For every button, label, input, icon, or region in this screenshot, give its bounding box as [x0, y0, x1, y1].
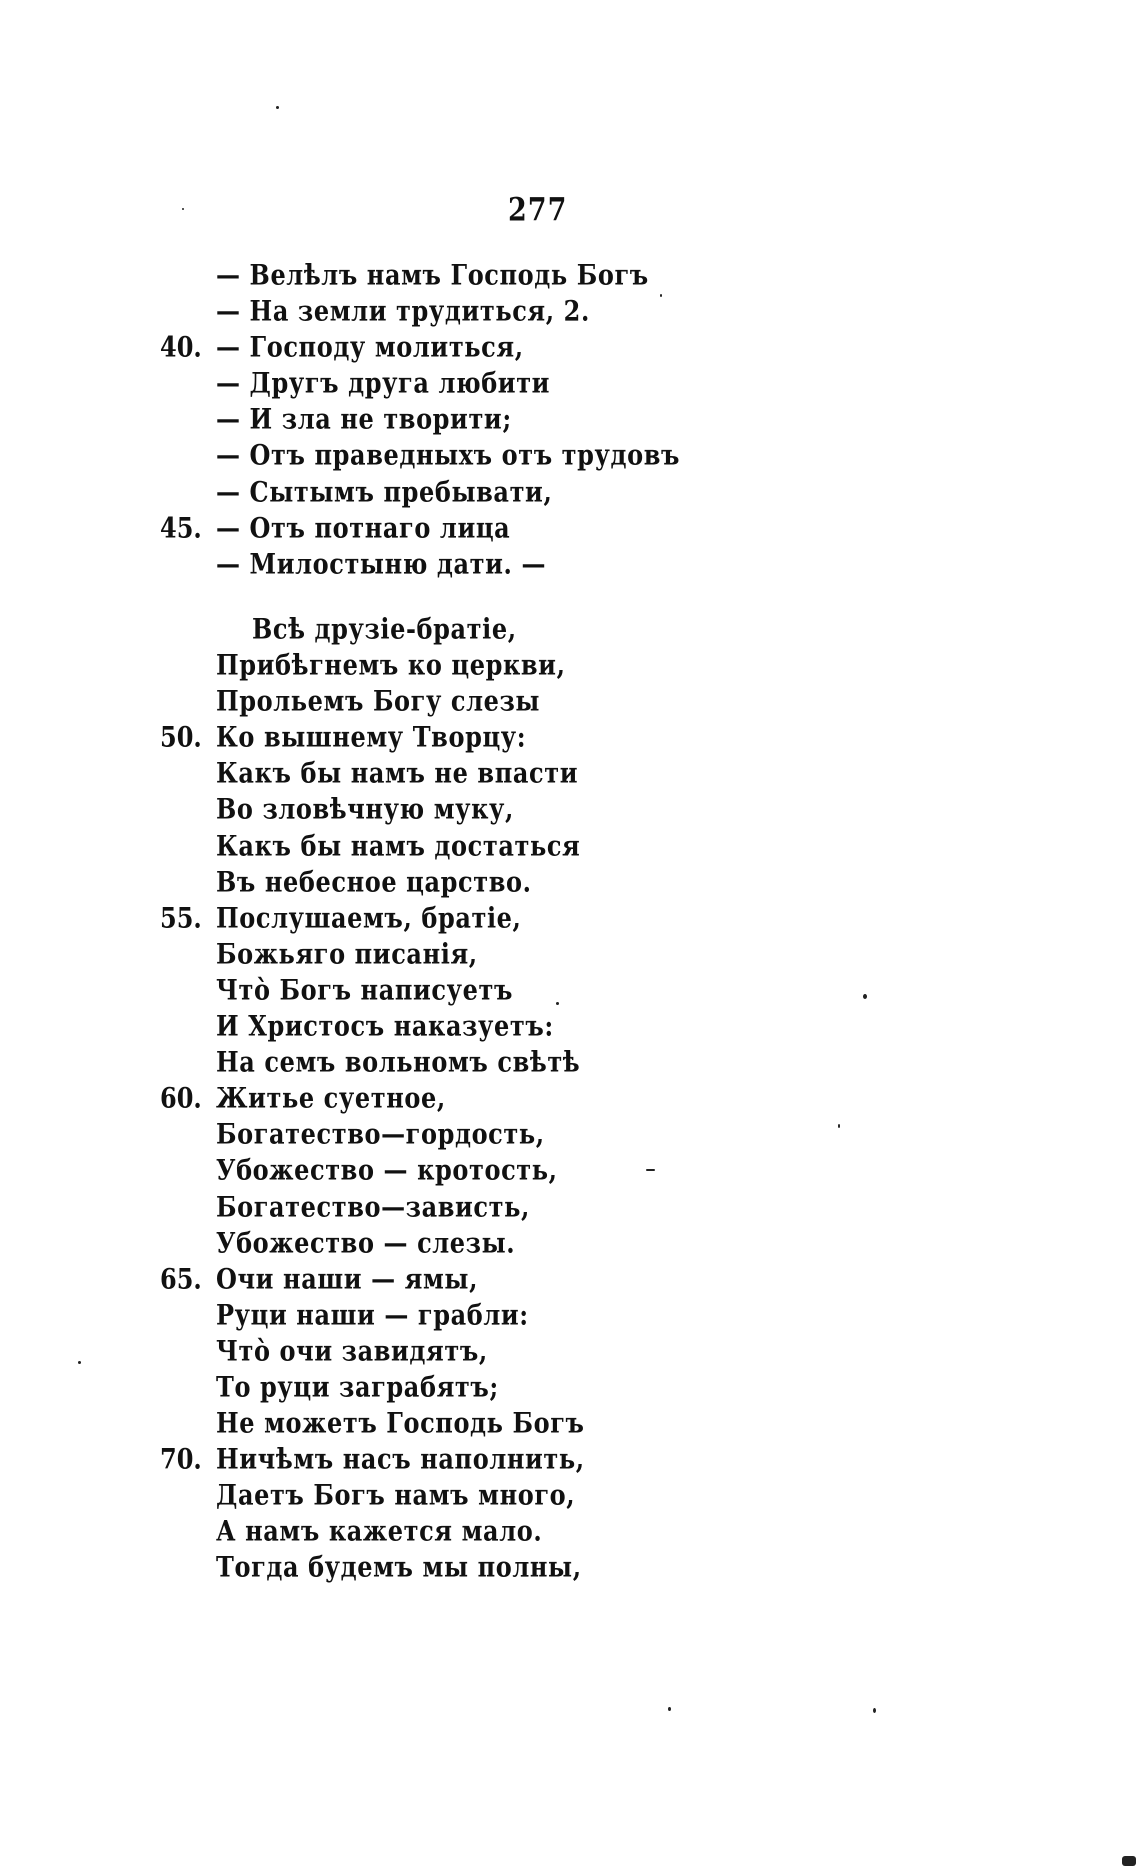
line-text: Послушаемъ, братіе,	[216, 900, 522, 935]
line-text: Божьяго писанія,	[216, 936, 478, 971]
line-text: — И зла не творити;	[216, 402, 512, 436]
line-text: Убожество — слезы.	[216, 1225, 516, 1259]
line-text: — Отъ праведныхъ отъ трудовъ	[216, 438, 680, 472]
line-text: — Сытымъ пребывати,	[216, 474, 553, 508]
line-number: 60.	[160, 1081, 202, 1115]
line-text: — На земли трудиться, 2.	[216, 294, 590, 328]
line-text: Очи наши — ямы,	[216, 1261, 479, 1296]
scan-speck	[873, 1708, 876, 1713]
line-text: Ничѣмъ насъ наполнить,	[216, 1442, 585, 1476]
line-number: 50.	[160, 720, 202, 754]
line-text: Убожество — кротость,	[216, 1153, 558, 1187]
scan-speck	[276, 106, 279, 109]
scan-speck	[78, 1361, 81, 1364]
line-text: Не можетъ Господь Богъ	[216, 1406, 585, 1440]
line-text: Въ небесное царство.	[216, 864, 532, 899]
line-text: Прибѣгнемъ ко церкви,	[216, 648, 566, 682]
line-text: Тогда будемъ мы полны,	[216, 1550, 582, 1584]
line-text: Какъ бы намъ не впасти	[216, 756, 579, 790]
scan-speck	[182, 208, 184, 210]
line-number: 40.	[160, 330, 202, 364]
scan-speck	[668, 1707, 671, 1711]
line-number: 65.	[160, 1261, 202, 1296]
line-text: А намъ кажется мало.	[216, 1514, 543, 1548]
page-number: 277	[508, 192, 568, 229]
scan-speck	[1122, 1856, 1136, 1866]
line-text: — Господу молиться,	[216, 330, 524, 364]
scan-speck	[646, 1169, 655, 1171]
scan-speck	[863, 994, 867, 999]
line-text: — Милостыню дати. —	[216, 546, 547, 581]
line-text: Ко вышнему Творцу:	[216, 720, 527, 754]
line-text: Всѣ друзіе-братіе,	[252, 612, 517, 646]
scan-speck	[660, 294, 662, 297]
scan-speck	[838, 1124, 840, 1128]
scan-speck	[556, 1002, 559, 1005]
line-text: Прольемъ Богу слезы	[216, 684, 541, 718]
line-text: На семъ вольномъ свѣтѣ	[216, 1045, 581, 1079]
line-text: Что̀ очи завидятъ,	[216, 1333, 488, 1368]
line-text: — Другъ друга любити	[216, 366, 551, 400]
line-text: — Отъ потнаго лица	[216, 510, 511, 545]
line-text: Руци наши — грабли:	[216, 1297, 529, 1332]
line-number: 55.	[160, 900, 202, 935]
line-text: Во зловѣчную муку,	[216, 792, 514, 826]
line-text: То руци заграбятъ;	[216, 1369, 499, 1404]
line-text: Какъ бы намъ достаться	[216, 828, 581, 862]
line-text: — Велѣлъ намъ Господь Богъ	[216, 258, 649, 292]
line-text: И Христосъ наказуетъ:	[216, 1009, 554, 1043]
line-text: Богатество—зависть,	[216, 1189, 530, 1223]
line-text: Даетъ Богъ намъ много,	[216, 1478, 576, 1512]
line-text: Житье суетное,	[216, 1081, 446, 1115]
line-text: Что̀ Богъ написуетъ	[216, 972, 513, 1007]
line-number: 70.	[160, 1442, 202, 1476]
line-number: 45.	[160, 510, 202, 545]
line-text: Богатество—гордость,	[216, 1117, 545, 1151]
